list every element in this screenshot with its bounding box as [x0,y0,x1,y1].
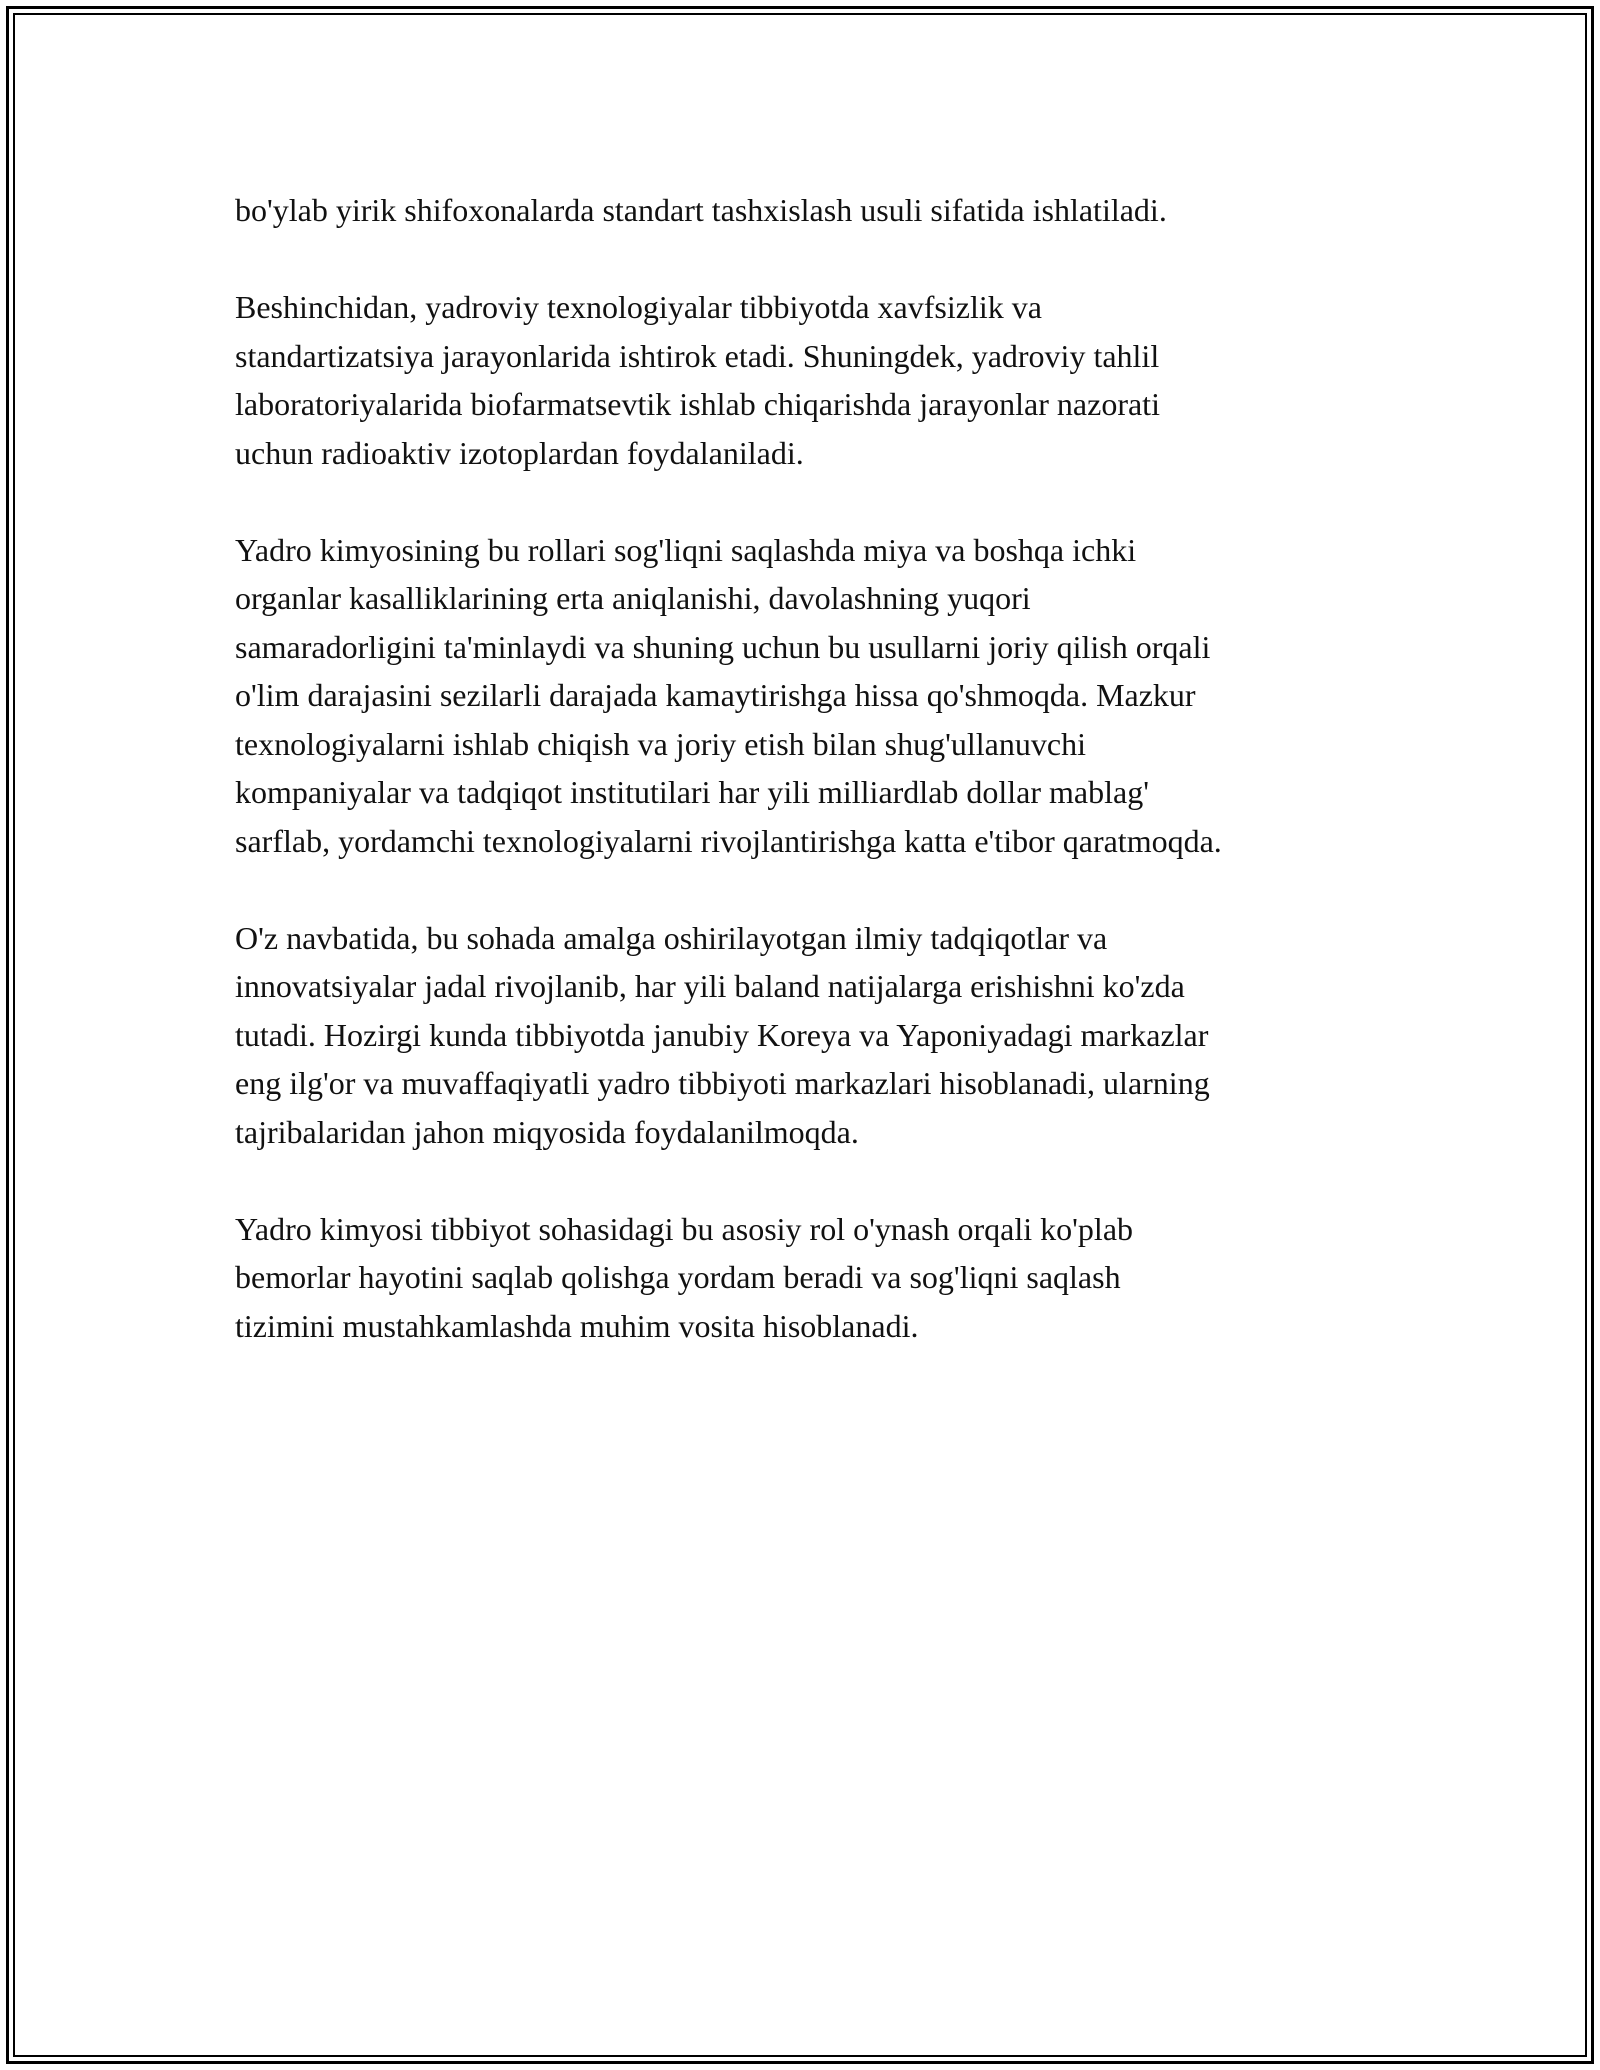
text-line: eng ilg'or va muvaffaqiyatli yadro tibbiyoti markazlari hisoblanadi, ularning [235,1065,1210,1101]
text-line: Yadro kimyosi tibbiyot sohasidagi bu asosiy rol o'ynash orqali ko'plab [235,1210,1134,1247]
paragraph-5 [235,1205,1375,1351]
text-line: sarflab, yordamchi texnologiyalarni rivojlantirishga katta e'tibor qaratmoqda. [235,822,1222,859]
text-line: bo'ylab yirik shifoxonalarda standart tashxislash usuli sifatida ishlatiladi. [235,192,1167,228]
paragraph-4 [235,914,1375,1157]
document-body [235,186,1375,1399]
text-line: O'z navbatida, bu sohada amalga oshirilayotgan ilmiy tadqiqotlar va [235,919,1108,956]
text-line: standartizatsiya jarayonlarida ishtirok etadi. Shuningdek, yadroviy tahlil [235,337,1160,374]
paragraph-1 [235,186,1375,235]
text-line: bemorlar hayotini saqlab qolishga yordam beradi va sog'liqni saqlash [235,1259,1121,1295]
text-line: texnologiyalarni ishlab chiqish va joriy etish bilan shug'ullanuvchi [235,725,1086,762]
text-line: Beshinchidan, yadroviy texnologiyalar tibbiyotda xavfsizlik va [235,289,1042,325]
text-line: samaradorligini ta'minlaydi va shuning uchun bu usullarni joriy qilish orqali [235,628,1211,665]
text-line: tizimini mustahkamlashda muhim vosita hisoblanadi. [235,1307,919,1344]
text-line: tutadi. Hozirgi kunda tibbiyotda janubiy Koreya va Yaponiyadagi markazlar [235,1016,1209,1053]
text-line: Yadro kimyosining bu rollari sog'liqni saqlashda miya va boshqa ichki [235,531,1137,568]
paragraph-3 [235,526,1375,866]
text-line: tajribalaridan jahon miqyosida foydalanilmoqda. [235,1113,859,1150]
text-line: innovatsiyalar jadal rivojlanib, har yili baland natijalarga erishishni ko'zda [235,968,1185,1004]
text-line: uchun radioaktiv izotoplardan foydalaniladi. [235,434,804,471]
paragraph-2 [235,283,1375,477]
text-line: o'lim darajasini sezilarli darajada kamaytirishga hissa qo'shmoqda. Mazkur [235,677,1196,713]
text-line: kompaniyalar va tadqiqot institutilari har yili milliardlab dollar mablag' [235,774,1149,810]
text-line: organlar kasalliklarining erta aniqlanishi, davolashning yuqori [235,580,1031,616]
text-line: laboratoriyalarida biofarmatsevtik ishlab chiqarishda jarayonlar nazorati [235,386,1160,422]
